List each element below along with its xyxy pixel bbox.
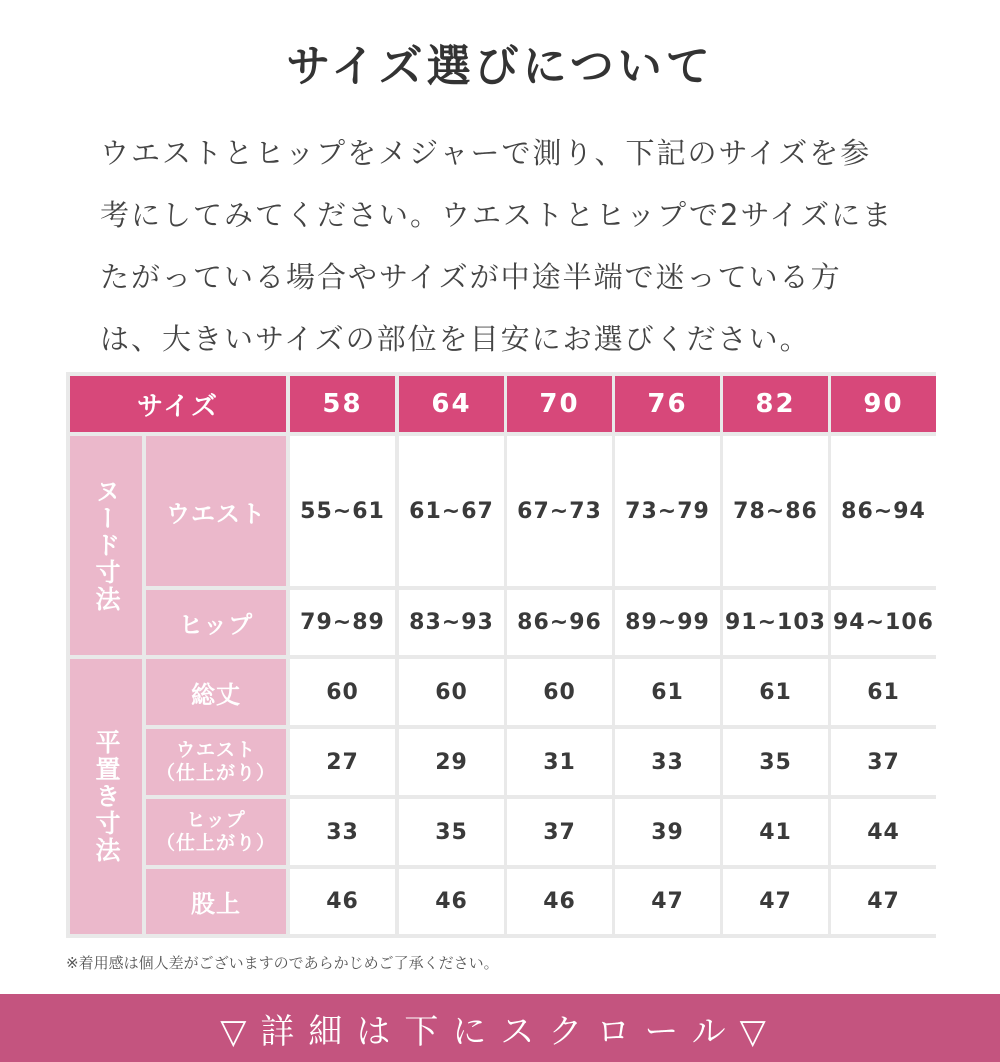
row-label: ウエスト (146, 436, 286, 586)
table-cell: 29 (399, 729, 504, 795)
table-cell: 27 (290, 729, 395, 795)
scroll-down-banner[interactable]: ▽詳細は下にスクロール▽ (0, 994, 1000, 1062)
table-cell: 91~103 (723, 590, 828, 655)
size-header-label: サイズ (70, 376, 286, 432)
table-cell: 37 (507, 799, 612, 865)
table-cell: 67~73 (507, 436, 612, 586)
intro-line: ウエストとヒップをメジャーで測り、下記のサイズを参 (100, 136, 872, 170)
table-cell: 41 (723, 799, 828, 865)
intro-text (100, 122, 920, 370)
intro-line: 考にしてみてください。ウエストとヒップで2サイズにま (100, 198, 894, 232)
table-cell: 61 (723, 659, 828, 725)
size-header-82: 82 (723, 376, 828, 432)
table-cell: 60 (399, 659, 504, 725)
group-label (70, 659, 142, 934)
table-cell: 35 (399, 799, 504, 865)
table-cell: 60 (507, 659, 612, 725)
size-chart-table (66, 372, 936, 938)
table-cell: 94~106 (831, 590, 936, 655)
row-label: 総丈 (146, 659, 286, 725)
table-cell: 60 (290, 659, 395, 725)
table-cell: 46 (290, 869, 395, 934)
table-cell: 78~86 (723, 436, 828, 586)
group-label-text: ヌード寸法 (92, 478, 121, 613)
size-header-70: 70 (507, 376, 612, 432)
intro-line: たがっている場合やサイズが中途半端で迷っている方 (100, 260, 842, 294)
row-label: 股上 (146, 869, 286, 934)
table-cell: 31 (507, 729, 612, 795)
table-cell: 73~79 (615, 436, 720, 586)
table-cell: 86~94 (831, 436, 936, 586)
table-cell: 61 (831, 659, 936, 725)
table-cell: 33 (290, 799, 395, 865)
table-cell: 83~93 (399, 590, 504, 655)
table-cell: 33 (615, 729, 720, 795)
table-cell: 46 (507, 869, 612, 934)
intro-line: は、大きいサイズの部位を目安にお選びください。 (100, 322, 811, 356)
table-cell: 61 (615, 659, 720, 725)
fit-note: ※着用感は個人差がございますのであらかじめご了承ください。 (66, 954, 499, 972)
group-label-text: 平置き寸法 (92, 729, 121, 864)
table-cell: 37 (831, 729, 936, 795)
table-cell: 47 (723, 869, 828, 934)
table-cell: 47 (831, 869, 936, 934)
table-cell: 44 (831, 799, 936, 865)
row-label: ウエスト （仕上がり） (146, 729, 286, 795)
table-cell: 55~61 (290, 436, 395, 586)
size-header-64: 64 (399, 376, 504, 432)
row-label: ヒップ (146, 590, 286, 655)
table-cell: 47 (615, 869, 720, 934)
table-cell: 86~96 (507, 590, 612, 655)
table-cell: 39 (615, 799, 720, 865)
table-cell: 46 (399, 869, 504, 934)
row-label: ヒップ （仕上がり） (146, 799, 286, 865)
size-header-58: 58 (290, 376, 395, 432)
table-cell: 89~99 (615, 590, 720, 655)
table-cell: 79~89 (290, 590, 395, 655)
size-header-90: 90 (831, 376, 936, 432)
table-cell: 61~67 (399, 436, 504, 586)
table-cell: 35 (723, 729, 828, 795)
page-title: サイズ選びについて (286, 41, 714, 92)
size-header-76: 76 (615, 376, 720, 432)
group-label (70, 436, 142, 655)
